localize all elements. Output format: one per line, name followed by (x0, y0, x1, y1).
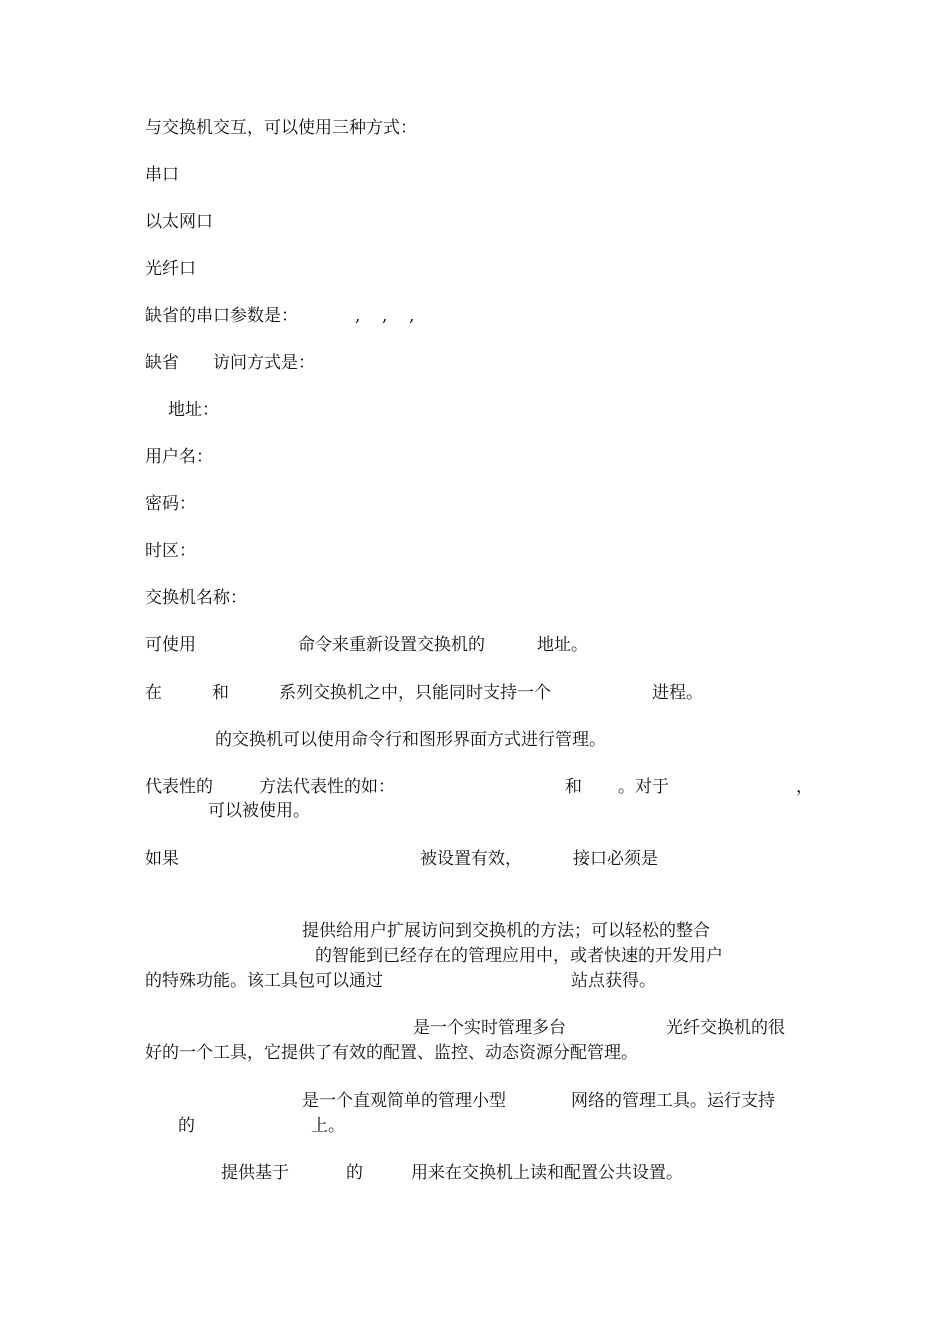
set-valid-text: 被设置有效， (420, 849, 522, 869)
intelligence-text: 的智能到已经存在的管理应用中，或者快速的开发用户 (315, 946, 723, 966)
fiber-switch-good-text: 光纤交换机的很 (666, 1018, 785, 1038)
can-be-used-text: 可以被使用。 (208, 801, 310, 821)
timezone-label: 时区： (145, 541, 196, 561)
shang-text: 上。 (311, 1116, 345, 1136)
intro-line: 与交换机交互，可以使用三种方式： (145, 118, 417, 138)
access-method-label: 访问方式是： (213, 353, 315, 373)
site-get-text: 站点获得。 (571, 971, 656, 991)
in-text: 在 (145, 683, 162, 703)
switch-name-label: 交换机名称： (145, 588, 247, 608)
if-text: 如果 (145, 849, 179, 869)
read-config-text: 用来在交换机上读和配置公共设置。 (411, 1163, 683, 1183)
interface-must-text: 接口必须是 (573, 849, 658, 869)
address-label: 地址： (168, 400, 219, 420)
cli-gui-text: 的交换机可以使用命令行和图形界面方式进行管理。 (215, 730, 606, 750)
network-tool-text: 网络的管理工具。运行支持 (571, 1091, 775, 1111)
serial-params-commas: , , , (355, 306, 415, 326)
list-item-ethernet: 以太网口 (145, 212, 213, 232)
can-use-text: 可使用 (145, 635, 196, 655)
address-end-text: 地址。 (537, 635, 588, 655)
special-func-text: 的特殊功能。该工具包可以通过 (145, 971, 383, 991)
and2-text: 和 (565, 777, 582, 797)
list-item-serial: 串口 (145, 165, 179, 185)
representative-text: 代表性的 (145, 777, 213, 797)
password-label: 密码： (145, 494, 196, 514)
intuitive-text: 是一个直观简单的管理小型 (302, 1091, 506, 1111)
process-text: 进程。 (652, 683, 703, 703)
username-label: 用户名： (145, 447, 213, 467)
provides-ext-text: 提供给用户扩展访问到交换机的方法；可以轻松的整合 (302, 921, 710, 941)
default-label: 缺省 (145, 353, 179, 373)
realtime-mgmt-text: 是一个实时管理多台 (413, 1018, 566, 1038)
comma-text: ， (796, 777, 813, 797)
list-item-fiber: 光纤口 (145, 259, 196, 279)
de2-text: 的 (346, 1163, 363, 1183)
series-switch-text: 系列交换机之中，只能同时支持一个 (279, 683, 551, 703)
good-tool-text: 好的一个工具，它提供了有效的配置、监控、动态资源分配管理。 (145, 1043, 638, 1063)
methods-such-as-text: 方法代表性的如： (259, 777, 395, 797)
and-text: 和 (212, 683, 229, 703)
serial-params-label: 缺省的串口参数是： (145, 306, 298, 326)
de-text: 的 (178, 1116, 195, 1136)
cmd-reset-text: 命令来重新设置交换机的 (298, 635, 485, 655)
for-text: 。对于 (618, 777, 669, 797)
provides-based-text: 提供基于 (221, 1163, 289, 1183)
